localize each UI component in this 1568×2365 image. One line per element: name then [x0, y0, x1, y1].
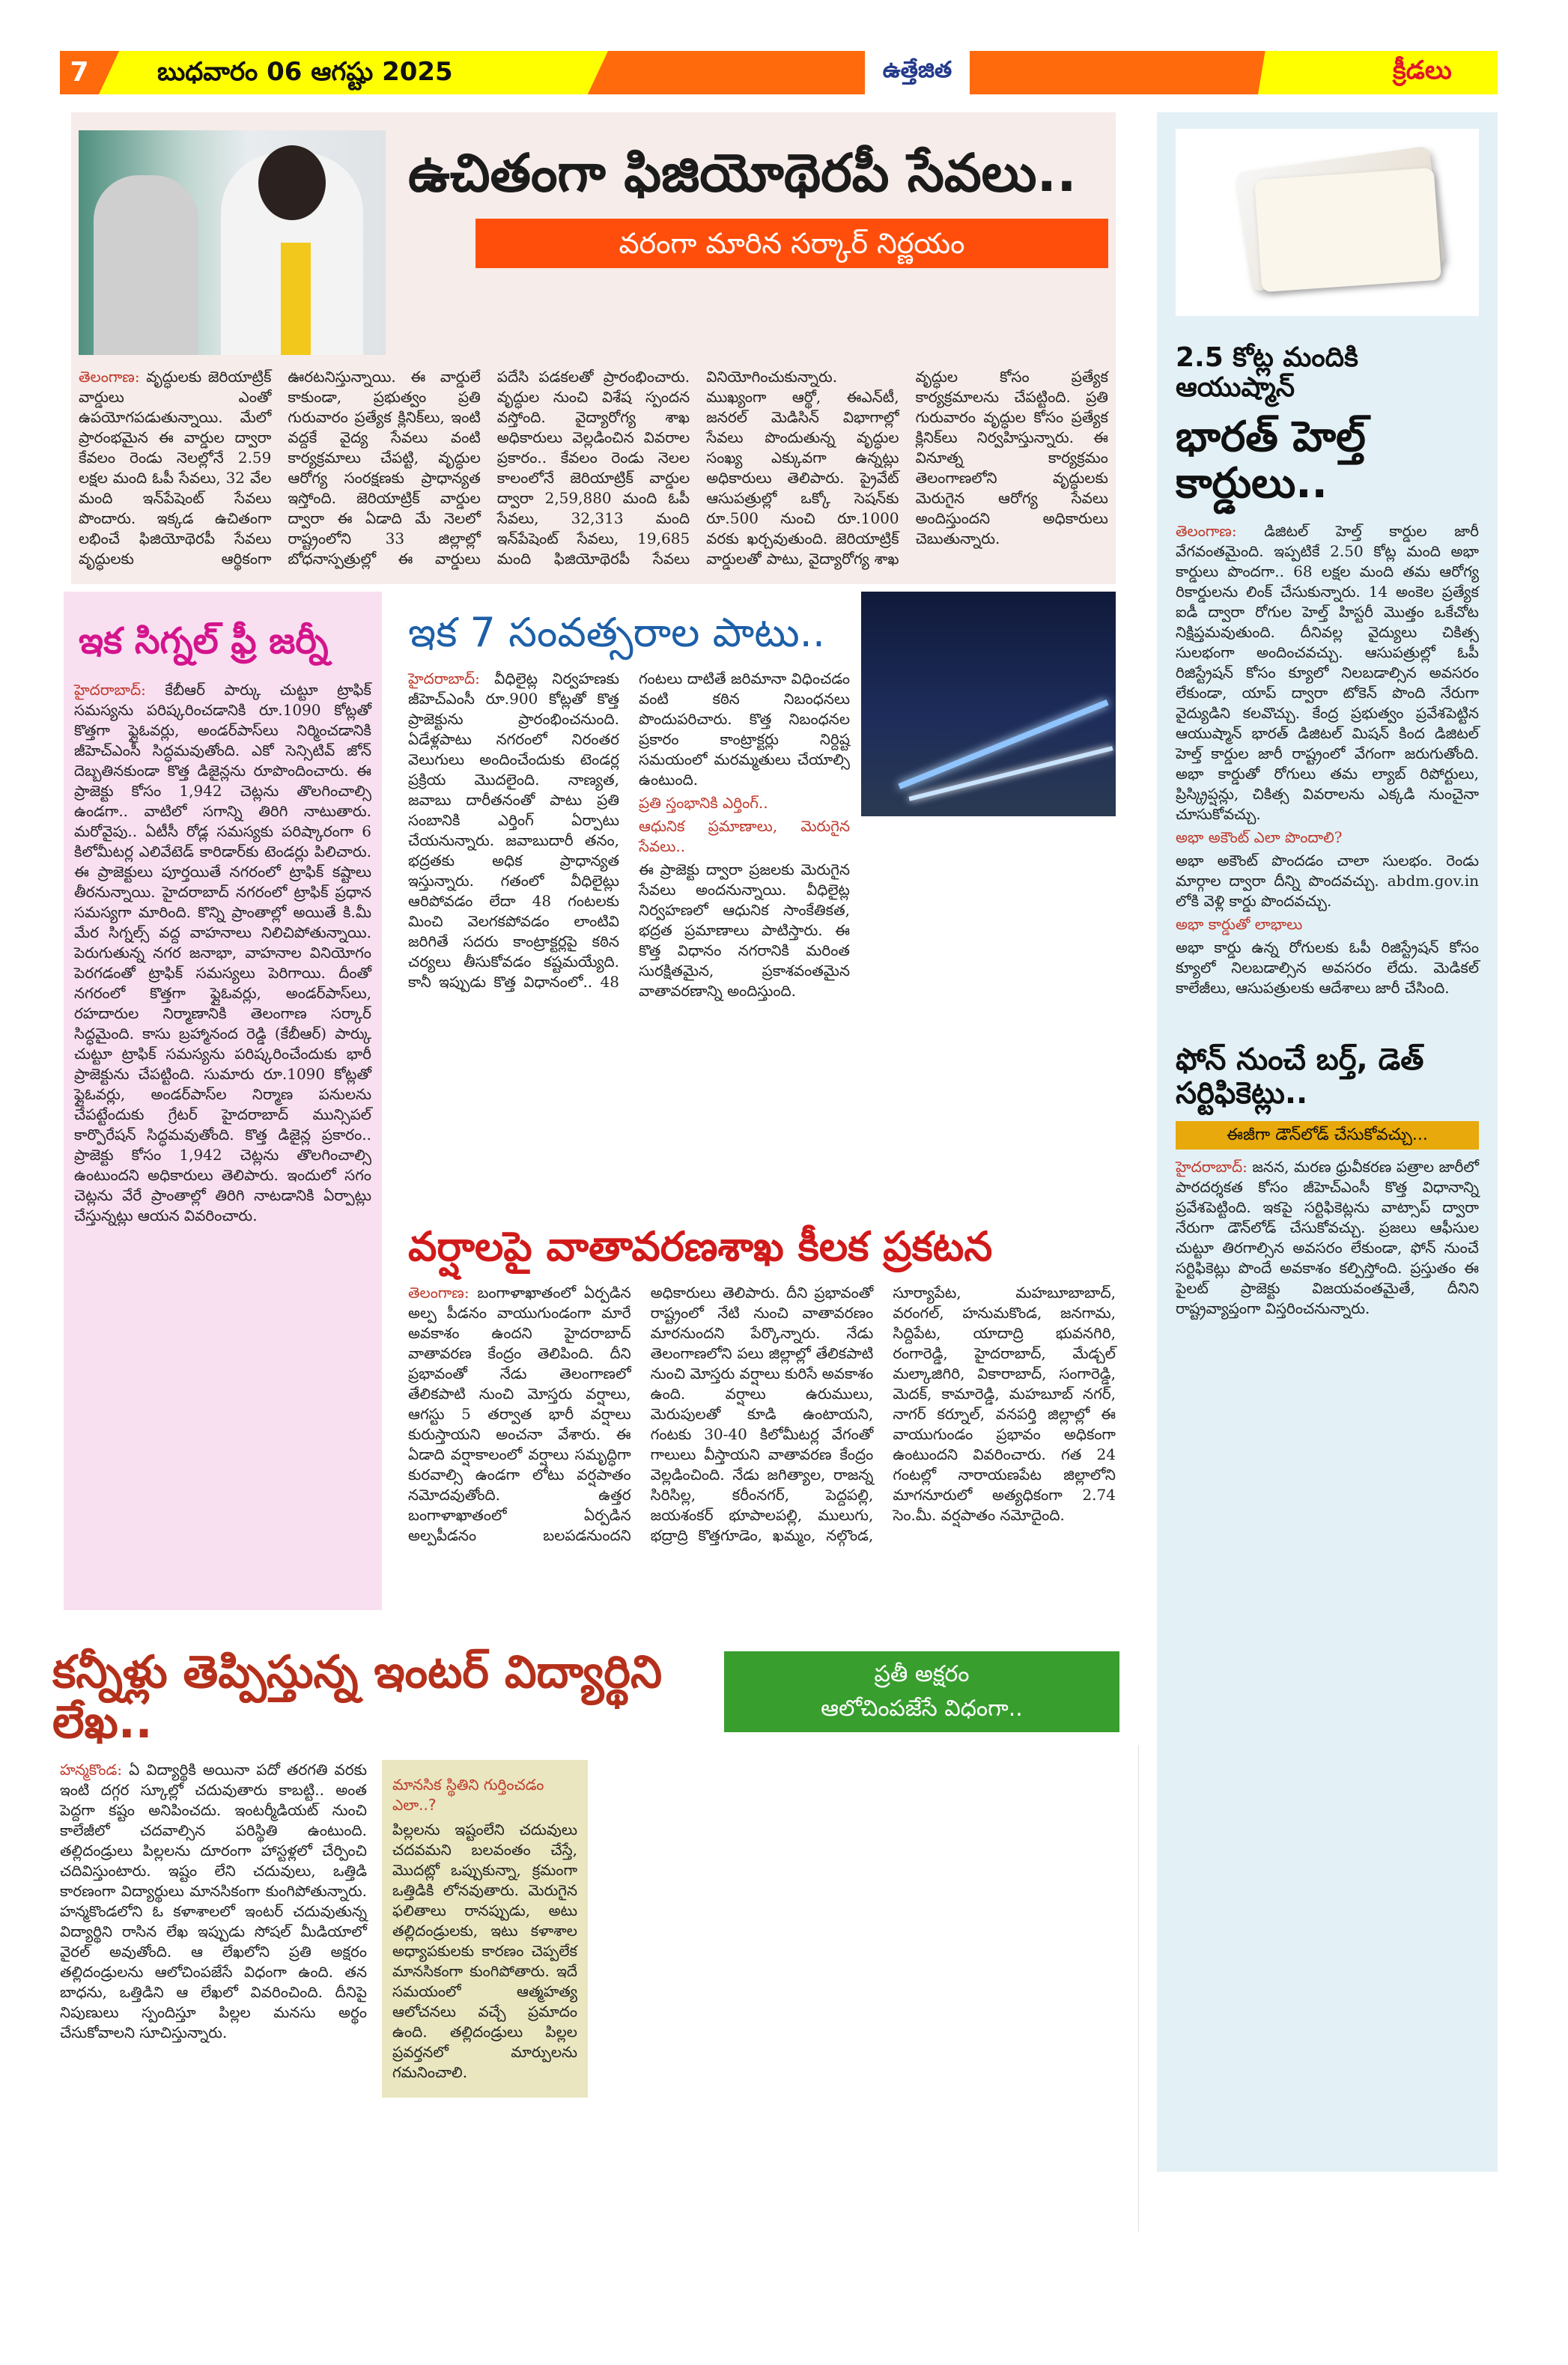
page-number: 7 [70, 57, 89, 88]
physio-subhead-bar [475, 219, 1108, 268]
ayushman-headline-1: 2.5 కోట్ల మందికి ఆయుష్మాన్ [1176, 342, 1358, 404]
ayushman-body: తెలంగాణ: డిజిటల్ హెల్త్ కార్డుల జారీ వేగవంతమైంది. ఇప్పటికే 2.50 కోట్ల మంది అభా కార్డులు పొందగా.. 68 లక్షల మంది తమ ఆరోగ్య రికార్డులను లింక్ చేసుకున్నారు. 14 అంకెల ప్రత్యేక ఐడీ ద్వారా రోగుల హెల్త్ హిస్టరీ మొత్తం ఒకేచోట నిక్షిప్తమవుతుంది. దీనివల్ల వైద్యులు చికిత్స సులభంగా అందించవచ్చు. ఆసుపత్రుల్లో ఓపీ రిజిస్ట్రేషన్ కోసం క్యూలో నిలబడాల్సిన అవసరం లేకుండా, యాప్ ద్వారా టోకెన్ పొంది నేరుగా వైద్యుడిని కలవొచ్చు. కేంద్ర ప్రభుత్వం ప్రవేశపెట్టిన ఆయుష్మాన్ భారత్ డిజిటల్ మిషన్ కింద డిజిటల్ హెల్త్ కార్డుల జారీ రాష్ట్రంలో వేగంగా జరుగుతోంది. అభా కార్డుతో రోగులు తమ ల్యాబ్ రిపోర్టులు, ప్రిస్క్రిప్షన్లు, చికిత్స వివరాలను ఎక్కడి నుంచైనా చూసుకోవచ్చు. అభా అకౌంట్ ఎలా పొందాలి? అభా అకౌంట్ పొందడం చాలా సులభం. రెండు మార్గాల ద్వారా దీన్ని పొందవచ్చు. abdm.gov.in లోకి వెళ్లి కార్డు పొందవచ్చు. అభా కార్డుతో లాభాలు అభా కార్డు ఉన్న రోగులకు ఓపీ రిజిస్ట్రేషన్ కోసం క్యూలో నిలబడాల్సిన అవసరం లేదు. మెడికల్ కాలేజీలు, ఆసుపత్రులకు ఆదేశాలు జారీ చేసింది. [1176, 522, 1479, 998]
section-band [1258, 51, 1498, 94]
streetlights-article [408, 610, 850, 1001]
ayushman-headline-2: భారత్ హెల్త్ కార్డులు.. [1176, 412, 1366, 508]
signal-free-body: హైదరాబాద్: కేబీఆర్ పార్కు చుట్టూ ట్రాఫిక్ సమస్యను పరిష్కరించడానికి రూ.1090 కోట్లతో కొత్తగా ఫ్లైఓవర్లు, అండర్‌పాస్‌లు నిర్మించడానికి జీహెచ్‌ఎంసీ సిద్ధమవుతోంది. ఎకో సెన్సిటివ్ జోన్ దెబ్బతినకుండా కొత్త డిజైన్లను రూపొందించారు. ఈ ప్రాజెక్టు కోసం 1,942 చెట్లను తొలగించాల్సి ఉండగా.. వాటిలో సగాన్ని తిరిగి నాటుతారు. మరోవైపు.. ఏటీసీ రోడ్ల సమస్యకు పరిష్కారంగా 6 కిలోమీటర్ల ఎలివేటెడ్ కారిడార్‌కు టెండర్లు పిలిచారు. ఈ ప్రాజెక్టులు పూర్తయితే నగరంలో ట్రాఫిక్ కష్టాలు తీరనున్నాయి. హైదరాబాద్ నగరంలో ట్రాఫిక్ ప్రధాన సమస్యగా మారింది. కొన్ని ప్రాంతాల్లో అయితే కి.మీ మేర సిగ్నల్స్ వద్ద వాహనాలు నిలిచిపోతున్నాయి. పెరుగుతున్న నగర జనాభా, వాహనాల వినియోగం పెరగడంతో ట్రాఫిక్ సమస్యలు పెరిగాయి. దీంతో నగరంలో కొత్తగా ఫ్లైఓవర్లు, అండర్‌పాస్‌లు, రహదారుల నిర్మాణానికి తెలంగాణ సర్కార్ సిద్ధమైంది. కాసు బ్రహ్మానంద రెడ్డి (కేబీఆర్) పార్కు చుట్టూ ట్రాఫిక్ సమస్యను పరిష్కరించేందుకు భారీ ప్రాజెక్టును చేపట్టింది. సుమారు రూ.1090 కోట్లతో ఫ్లైఓవర్లు, అండర్‌పాస్‌ల నిర్మాణ పనులను చేపట్టేందుకు గ్రేటర్ హైదరాబాద్ మున్సిపల్ కార్పొరేషన్ సిద్ధమవుతోంది. కొత్త డిజైన్ల ప్రకారం.. ప్రాజెక్టు కోసం 1,942 చెట్లను తొలగించాల్సి ఉంటుందని అధికారులు తెలిపారు. ఇందులో సగం చెట్లను వేరే ప్రాంతాల్లో తిరిగి నాటడానికి ఏర్పాట్లు చేస్తున్నట్లు ఆయన వివరించారు. [74, 680, 371, 1224]
rains-headline: వర్షాలపై వాతావరణశాఖ కీలక ప్రకటన [408, 1223, 993, 1270]
right-column [1157, 112, 1498, 2172]
letter-headline: కన్నీళ్లు తెప్పిస్తున్న ఇంటర్ విద్యార్థిని లేఖ.. [52, 1646, 663, 1749]
section-name: క్రీడలు [1393, 55, 1452, 85]
newspaper-logo: ఉత్తేజిత [865, 49, 970, 97]
physio-headline: ఉచితంగా ఫిజియోథెరపీ సేవలు.. [408, 142, 1077, 204]
certificates-body: హైదరాబాద్: జనన, మరణ ధ్రువీకరణ పత్రాల జారీలో పారదర్శకత కోసం జీహెచ్‌ఎంసీ కొత్త విధానాన్ని ప్రవేశపెట్టింది. ఇకపై సర్టిఫికెట్లను వాట్సాప్ ద్వారా నేరుగా డౌన్‌లోడ్ చేసుకోవచ్చు. ప్రజలు ఆఫీసుల చుట్టూ తిరగాల్సిన అవసరం లేకుండా, ఫోన్ నుంచే సర్టిఫికెట్లు పొందే అవకాశం కల్పిస్తోంది. ప్రస్తుతం ఈ పైలట్ ప్రాజెక్టు విజయవంతమైతే, దీనిని రాష్ట్రవ్యాప్తంగా విస్తరించనున్నారు. [1176, 1157, 1479, 1317]
masthead [60, 51, 1498, 94]
letter-sidebox: మానసిక స్థితిని గుర్తించడం ఎలా..? పిల్లలను ఇష్టంలేని చదువులు చదవమని బలవంతం చేస్తే, మొదట్లో ఒప్పుకున్నా, క్రమంగా ఒత్తిడికి లోనవుతారు. మెరుగైన ఫలితాలు రానప్పుడు, అటు తల్లిదండ్రులకు, ఇటు కళాశాల అధ్యాపకులకు కారణం చెప్పలేక మానసికంగా కుంగిపోతారు. ఇదే సమయంలో ఆత్మహత్య ఆలోచనలు వచ్చే ప్రమాదం ఉంది. తల్లిదండ్రులు పిల్లల ప్రవర్తనలో మార్పులను గమనించాలి. [382, 1760, 588, 2098]
letter-body-left: హన్మకొండ: ఏ విద్యార్థికి అయినా పదో తరగతి వరకు ఇంటి దగ్గర స్కూల్లో చదువుతారు కాబట్టి.. అంత పెద్దగా కష్టం అనిపించదు. ఇంటర్మీడియట్ నుంచి కాలేజీలో చదవాల్సిన పరిస్థితి ఉంటుంది. తల్లిదండ్రులు పిల్లలను దూరంగా హాస్టళ్లలో చేర్పించి చదివిస్తుంటారు. ఇష్టం లేని చదువులు, ఒత్తిడి కారణంగా విద్యార్థులు మానసికంగా కుంగిపోతున్నారు. హన్మకొండలోని ఓ కళాశాలలో ఇంటర్ చదువుతున్న విద్యార్థిని రాసిన లేఖ ఇప్పుడు సోషల్ మీడియాలో వైరల్ అవుతోంది. ఆ లేఖలోని ప్రతి అక్షరం తల్లిదండ్రులను ఆలోచింపజేసే విధంగా ఉంది. తన బాధను, ఒత్తిడిని ఆ లేఖలో వివరించింది. దీనిపై నిపుణులు స్పందిస్తూ పిల్లల మనసు అర్థం చేసుకోవాలని సూచిస్తున్నారు. [60, 1761, 367, 2042]
signal-free-headline: ఇక సిగ్నల్ ఫ్రీ జర్నీ [79, 620, 329, 662]
signal-free-article [64, 592, 382, 1610]
certificates-headline: ఫోన్ నుంచే బర్త్, డెత్ సర్టిఫికెట్లు.. [1176, 1042, 1424, 1111]
issue-date: బుధవారం 06 ఆగష్టు 2025 [157, 57, 453, 87]
rains-article [408, 1224, 1116, 1546]
column-divider [1138, 1745, 1139, 2232]
physio-body: తెలంగాణ: వృద్ధులకు జెరియాట్రిక్ వార్డులు ఎంతో ఉపయోగపడుతున్నాయి. మేలో ప్రారంభమైన ఈ వార్డుల ద్వారా కేవలం రెండు నెలల్లోనే 2.59 లక్షల మంది ఓపీ సేవలు, 32 వేల మంది ఇన్‌పేషెంట్ సేవలు పొందారు. ఇక్కడ ఉచితంగా లభించే ఫిజియోథెరపీ సేవలు వృద్ధులకు ఆర్థికంగా ఊరటనిస్తున్నాయి. ఈ వార్డులే కాకుండా, ప్రభుత్వం ప్రతి గురువారం ప్రత్యేక క్లినిక్‌లు, ఇంటి వద్దకే వైద్య సేవలు వంటి కార్యక్రమాలు చేపట్టి, వృద్ధుల ఆరోగ్య సంరక్షణకు ప్రాధాన్యత ఇస్తోంది. జెరియాట్రిక్ వార్డుల ద్వారా ఈ ఏడాది మే నెలలో రాష్ట్రంలోని 33 జిల్లాల్లో బోధనాస్పత్రుల్లో ఈ వార్డులు పదేసి పడకలతో ప్రారంభించారు. వృద్ధుల నుంచి విశేష స్పందన వస్తోంది. వైద్యారోగ్య శాఖ అధికారులు వెల్లడించిన వివరాల ప్రకారం.. కేవలం రెండు నెలల కాలంలోనే జెరియాట్రిక్ వార్డుల ద్వారా 2,59,880 మంది ఓపీ సేవలు, 32,313 మంది ఇన్‌పేషెంట్ సేవలు, 19,685 మంది ఫిజియోథెరపీ సేవలు వినియోగించుకున్నారు. ముఖ్యంగా ఆర్థో, ఈఎన్‌టీ, జనరల్ మెడిసిన్ విభాగాల్లో సేవలు పొందుతున్న వృద్ధుల సంఖ్య ఎక్కువగా ఉన్నట్లు అధికారులు తెలిపారు. ప్రైవేట్ ఆసుపత్రుల్లో ఒక్కో సెషన్‌కు రూ.500 నుంచి రూ.1000 వరకు ఖర్చవుతుంది. జెరియాట్రిక్ వార్డులతో పాటు, వైద్యారోగ్య శాఖ వృద్ధుల కోసం ప్రత్యేక కార్యక్రమాలను చేపట్టింది. ప్రతి గురువారం వృద్ధుల కోసం ప్రత్యేక క్లినిక్‌లు నిర్వహిస్తున్నారు. ఈ వినూత్న కార్యక్రమం తెలంగాణలోని వృద్ధులకు మెరుగైన ఆరోగ్య సేవలు అందిస్తుందని అధికారులు చెబుతున్నారు. [79, 368, 1108, 568]
rains-body: తెలంగాణ: బంగాళాఖాతంలో ఏర్పడిన అల్ప పీడనం వాయుగుండంగా మారే అవకాశం ఉందని హైదరాబాద్ వాతావరణ కేంద్రం తెలిపింది. దీని ప్రభావంతో నేడు తెలంగాణలో తేలికపాటి నుంచి మోస్తరు వర్షాలు, ఆగస్టు 5 తర్వాత భారీ వర్షాలు కురుస్తాయని అంచనా వేశారు. ఈ ఏడాది వర్షాకాలంలో వర్షాలు సమృద్ధిగా కురవాల్సి ఉండగా లోటు వర్షపాతం నమోదవుతోంది. ఉత్తర బంగాళాఖాతంలో ఏర్పడిన అల్పపీడనం బలపడనుందని అధికారులు తెలిపారు. దీని ప్రభావంతో రాష్ట్రంలో నేటి నుంచి వాతావరణం మారనుందని పేర్కొన్నారు. నేడు తెలంగాణలోని పలు జిల్లాల్లో తేలికపాటి నుంచి మోస్తరు వర్షాలు కురిసే అవకాశం ఉంది. వర్షాలు ఉరుములు, మెరుపులతో కూడి ఉంటాయని, గంటకు 30-40 కిలోమీటర్ల వేగంతో గాలులు వీస్తాయని వాతావరణ కేంద్రం వెల్లడించింది. నేడు జగిత్యాల, రాజన్న సిరిసిల్ల, కరీంనగర్, పెద్దపల్లి, జయశంకర్ భూపాలపల్లి, ములుగు, భద్రాద్రి కొత్తగూడెం, ఖమ్మం, నల్గొండ, సూర్యాపేట, మహబూబాబాద్, వరంగల్, హనుమకొండ, జనగామ, సిద్దిపేట, యాదాద్రి భువనగిరి, రంగారెడ్డి, హైదరాబాద్, మేడ్చల్ మల్కాజిగిరి, వికారాబాద్, సంగారెడ్డి, మెదక్, కామారెడ్డి, మహబూబ్ నగర్, నాగర్ కర్నూల్, వనపర్తి జిల్లాల్లో ఈ వాయుగుండం ప్రభావం అధికంగా ఉంటుందని వివరించారు. గత 24 గంటల్లో నారాయణపేట జిల్లాలోని మాగనూరులో అత్యధికంగా 2.74 సెం.మీ. వర్షపాతం నమోదైంది. [408, 1284, 1116, 1545]
letter-green-box: ప్రతీ అక్షరం ఆలోచింపజేసే విధంగా.. [724, 1651, 1119, 1732]
streetlights-subhead: ప్రతి స్తంభానికి ఎర్తింగ్.. [639, 794, 768, 813]
streetlights-subhead: ఆధునిక ప్రమాణాలు, మెరుగైన సేవలు.. [639, 817, 850, 856]
doctor-patient-photo [79, 130, 386, 355]
streetlights-body: హైదరాబాద్: వీధిలైట్ల నిర్వహణకు జీహెచ్‌ఎంసీ రూ.900 కోట్లతో కొత్త ప్రాజెక్టును ప్రారంభించనుంది. ఏడేళ్లపాటు నగరంలో నిరంతర వెలుగులు అందించేందుకు టెండర్ల ప్రక్రియ మొదలైంది. నాణ్యత, జవాబు దారీతనంతో పాటు ప్రతి సంబానికి ఎర్తింగ్ ఏర్పాటు చేయనున్నారు. జవాబుదారీ తనం, భద్రతకు అధిక ప్రాధాన్యత ఇస్తున్నారు. గతంలో వీధిలైట్లు ఆరిపోవడం లేదా 48 గంటలకు మించి వెలగకపోవడం లాంటివి జరిగితే సదరు కాంట్రాక్టర్లపై కఠిన చర్యలు తీసుకోవడం కష్టమయ్యేది. కానీ ఇప్పుడు కొత్త విధానంలో.. 48 గంటలు దాటితే జరిమానా విధించడం వంటి కఠిన నిబంధనలు పొందుపరిచారు. కొత్త నిబంధనల ప్రకారం కాంట్రాక్టర్లు నిర్దిష్ట సమయంలో మరమ్మతులు చేయాల్సి ఉంటుంది. ప్రతి స్తంభానికి ఎర్తింగ్.. ఆధునిక ప్రమాణాలు, మెరుగైన సేవలు.. ఈ ప్రాజెక్టు ద్వారా ప్రజలకు మెరుగైన సేవలు అందనున్నాయి. వీధిలైట్ల నిర్వహణలో ఆధునిక సాంకేతికత, భద్రత ప్రమాణాలు పాటిస్తారు. ఈ కొత్త విధానం నగరానికి మరింత సురక్షితమైన, ప్రకాశవంతమైన వాతావరణాన్ని అందిస్తుంది. [408, 670, 850, 1001]
physio-article [71, 112, 1116, 584]
ayushman-subhead: అభా అకౌంట్ ఎలా పొందాలి? [1176, 828, 1343, 847]
physio-subhead: వరంగా మారిన సర్కార్ నిర్ణయం [619, 227, 965, 261]
streetlights-photo [861, 592, 1116, 816]
letter-article [52, 1648, 711, 2098]
health-card-photo [1176, 129, 1479, 316]
streetlights-headline: ఇక 7 సంవత్సరాల పాటు.. [408, 609, 825, 656]
ayushman-subhead: అభా కార్డుతో లాభాలు [1176, 915, 1303, 934]
certificates-subhead-bar: ఈజీగా డౌన్‌లోడ్ చేసుకోవచ్చు... [1176, 1121, 1479, 1150]
